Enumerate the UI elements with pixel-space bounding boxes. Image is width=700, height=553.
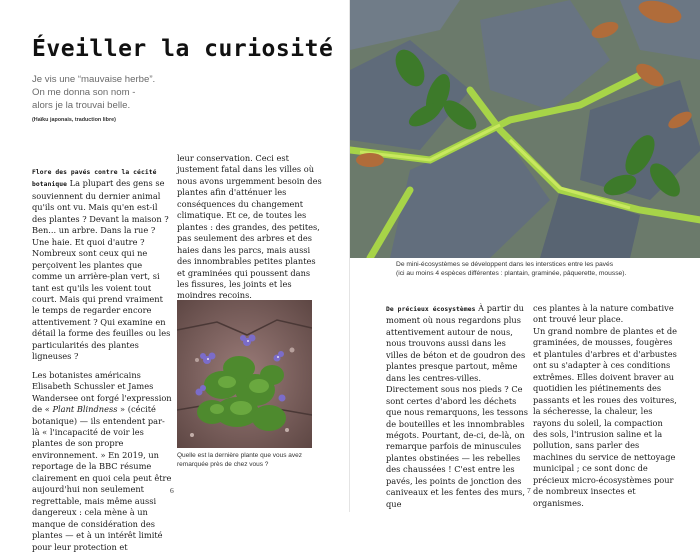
right-column-1: [386, 303, 528, 510]
violets-illustration: [177, 300, 312, 448]
chapter-title: Éveiller la curiosité: [32, 36, 334, 62]
paragraph-text: À partir du moment où nous regardons plus attentivement autour de nous, nous trouvons aussi dans les villes de béton et de goudron des plantes presque partout, même dans les centres-villes. Directement sous nos pieds ? Ce sont certes d'abord les déchets que nous remarquons, les tessons de bouteilles et les innombrables mégots. Pourtant, de-ci, de-là, on remarque parfois de minuscules plantes obstinées — les rebelles des chaussées ! C'est entre les pavés, les points de jonction des caniveaux et les fentes des murs, que: [386, 303, 528, 509]
haiku-line-2: On me donna son nom -: [32, 87, 136, 98]
haiku-credit: (Haïku japonais, traduction libre): [32, 117, 116, 123]
paragraph: [32, 166, 172, 363]
left-column-2: [177, 153, 323, 302]
section-kicker: De précieux écosystèmes: [386, 306, 476, 313]
paragraph-text: La plupart des gens se souviennent du dernier animal qu'ils ont vu. Mais qu'en est-il des plantes ? Devant la maison ? Ben... un arbre. Dans la rue ? Une haie. Et quoi d'autre ? Nombreux sont ceux qui ne perçoivent les plantes que comme un arrière-plan vert, si tant est qu'ils les voient tout court. Mais qui prend vraiment le temps de regarder encore attentivement ? Qui examine en détail la forme des feuilles ou les particularités des plantes ligneuses ?: [32, 178, 171, 362]
section-kicker: Flore des pavés contre la cécité botanique: [32, 169, 157, 189]
paragraph-text: leur conservation. Ceci est justement fatal dans les villes où nous avons urgemment besoin des plantes afin d'atténuer les conséquences du changement climatique. Et ce, de toutes les plantes : des grandes, des petites, pas seulement des arbres et des haies dans les parcs, mais aussi des innombrables petites plantes et graminées qui poussent dans les fissures, les joints et les moindres recoins.: [177, 153, 322, 301]
paragraph-text: ces plantes à la nature combative ont trouvé leur place.: [533, 303, 674, 325]
page-number: 6: [170, 486, 174, 495]
left-column-1: [32, 166, 172, 553]
caption-line-2: (ici au moins 4 espèces différentes : plantain, graminée, pâquerette, mousse).: [396, 270, 627, 278]
left-page: [0, 0, 349, 552]
paving-stones-illustration: [350, 0, 700, 258]
paragraph: [386, 303, 528, 510]
page-number: 7: [527, 486, 531, 495]
haiku: [32, 73, 155, 112]
right-page: [349, 0, 700, 512]
italic-term: Plant Blindness: [52, 404, 118, 415]
paragraph-text: Les botanistes américains Elisabeth Schussler et James Wandersee ont forgé l'expression de «: [32, 369, 172, 415]
caption-line-1: De mini-écosystèmes se développent dans les interstices entre les pavés: [396, 261, 614, 268]
haiku-line-1: Je vis une “mauvaise herbe”.: [32, 74, 156, 85]
violets-photo: [177, 300, 312, 448]
photo-caption: [396, 260, 696, 278]
paving-stones-photo: [350, 0, 700, 258]
paragraph-text: Un grand nombre de plantes et de graminées, de mousses, fougères et plantules d'arbres et d'arbustes ont su s'adapter à ces conditions extrêmes. Elles doivent braver au quotidien les piétinements des passants et les roues des voitures, la sécheresse, la chaleur, les rayons du soleil, la compaction des sols, l'intrusion saline et la pollution, sans parler des machines du service de nettoyage municipal ; ce sont donc de précieux micro-écosystèmes pour de nombreux insectes et organismes.: [533, 325, 678, 508]
haiku-line-3: alors je la trouvai belle.: [32, 100, 131, 111]
paragraph: [32, 370, 172, 553]
right-column-2: [533, 303, 679, 509]
photo-caption: Quelle est la dernière plante que vous avez remarquée près de chez vous ?: [177, 452, 303, 469]
paragraph-text: » (cécité botanique) — ils entendent par-là « l'incapacité de voir les plantes de son propre environnement. » En 2019, un reportage de la BBC résume clairement en quoi cela peut être aujourd'hui non seulement regrettable, mais même aussi dangereux : cela mène à un manque de considération des plantes — et à un intérêt limité pour leur protection et: [32, 404, 172, 552]
